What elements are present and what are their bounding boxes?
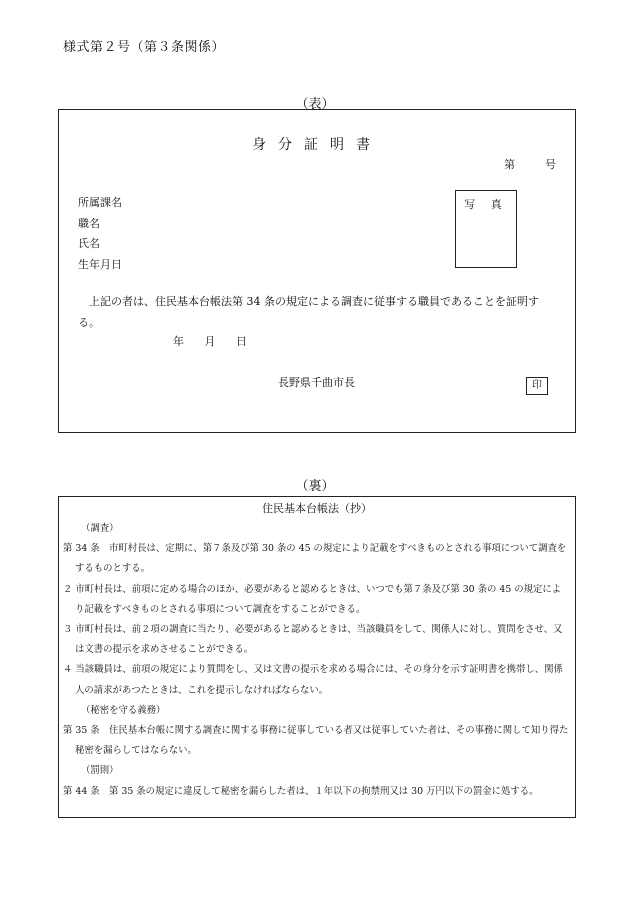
article-34-paragraph-2: ２ 市町村長は、前項に定める場合のほか、必要があると認めるときは、いつでも第７条及び第 30 条の 45 の規定により記載をすべきものとされる事項について調査をすることができる。 [63,583,562,615]
seal-mark: 印 [526,377,548,395]
field-position: 職名 [78,216,100,230]
certification-statement: 上記の者は、住民基本台帳法第 34 条の規定による調査に従事する職員であることを証明する。 [78,295,539,329]
article-34-paragraph-4: ４ 当該職員は、前項の規定により質問をし、又は文書の提示を求める場合には、その身分を示す証明書を携帯し、関係人の請求があつたときは、これを提示しなければならない。 [63,664,563,696]
field-birthdate: 生年月日 [78,257,122,271]
holder-fields [78,193,122,275]
article-34: 第 34 条 市町村長は、定期に、第７条及び第 30 条の 45 の規定により記載をすべきものとされる事項について調査をするものとする。 [63,543,567,575]
date-year: 年 [173,335,184,348]
photo-box: 写 真 [455,190,517,268]
certificate-number [504,156,557,172]
heading-penalty: （罰則） [81,765,119,777]
field-name: 氏名 [78,237,100,250]
issue-date [173,333,264,349]
date-day: 日 [236,335,247,348]
law-title: 住民基本台帳法（抄） [262,502,372,515]
law-excerpt [63,519,569,802]
article-35: 第 35 条 住民基本台帳に関する調査に関する事務に従事している者又は従事していた者は、その事務に関して知り得た秘密を漏らしてはならない。 [63,725,569,757]
number-suffix: 号 [545,158,557,171]
number-prefix: 第 [504,158,516,171]
article-44: 第 44 条 第 35 条の規定に違反して秘密を漏らした者は、１年以下の拘禁刑又は 30 万円以下の罰金に処する。 [63,785,539,797]
back-side-label: （裏） [295,479,335,494]
issuer-name: 長野県千曲市長 [278,376,355,389]
field-department: 所属課名 [78,196,122,209]
certificate-back [58,496,576,818]
certificate-front [58,109,576,433]
certificate-title: 身分証明書 [252,137,382,153]
heading-survey: （調査） [81,523,119,534]
date-month: 月 [204,335,216,348]
form-label: 様式第２号（第３条関係） [63,40,226,55]
front-side-label: （表） [295,97,335,112]
heading-confidentiality: （秘密を守る義務） [81,704,166,716]
article-34-paragraph-3: ３ 市町村長は、前２項の調査に当たり、必要があると認めるときは、当該職員をして、関係人に対し、質問をさせ、又は文書の提示を求めさせることができる。 [63,624,563,656]
